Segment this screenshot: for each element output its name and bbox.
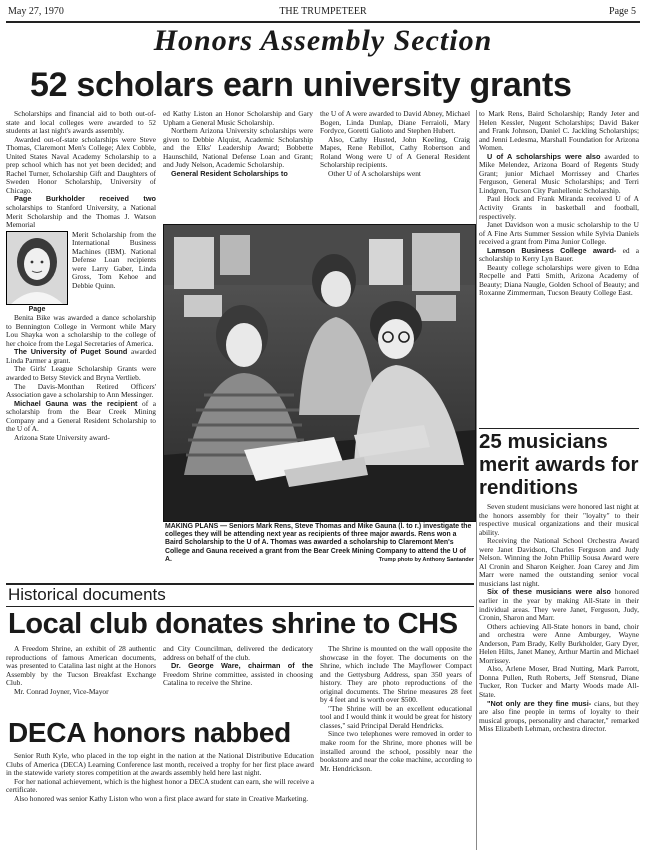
paragraph-lead: U of A scholarships were also — [487, 151, 601, 161]
paragraph: Merit Scholarship from the International Business Machines (IBM). National Defense Loan recipients were Larry Gaber, Linda Gross, Tom Kehoe and Debbie Quinn. — [72, 229, 156, 290]
paragraph-lead: General Resident Scholarships to — [171, 168, 288, 178]
paragraph: Freedom Shrine committee, assisted in choosing Catalina to receive the Shrine. — [163, 669, 313, 688]
historical-headline: Local club donates shrine to CHS — [8, 608, 458, 640]
paragraph: honored earlier in the year by making All-State in their individual areas. They were Janet, Ferguson, Judy, Cronin, Sharon and Marr. — [479, 587, 639, 623]
paragraph: awarded Linda Parmer a grant. — [6, 347, 156, 365]
section-title: Honors Assembly Section — [153, 24, 493, 57]
paragraph: of a scholarship from the Bear Creek Mining Company and a General Resident Scholarship to the U of A. — [6, 398, 156, 434]
musicians-top-rule — [479, 428, 639, 429]
paragraph: Awarded out-of-state scholarships were Steve Thomas, Claremont Men's College; Alex Cobble, United States Naval Academy Scholarship to a prep school which has not yet been decided; and Rachel Turner, Scholarship Gift and Daughters of Sweden Honor Scholarship, University of Chicago. — [6, 134, 156, 195]
paragraph: Senior Ruth Kyle, who placed in the top eight in the nation at the National Distributive Education Clubs of America (DECA) Learning Conference last month, received a trophy for her first place award in the statewide variety stores competition at the awards assembly held here last night. — [6, 752, 314, 778]
musicians-headline: 25 musicians merit awards for renditions — [479, 430, 639, 499]
column-divider — [476, 110, 477, 850]
photo-caption-text: — Seniors Mark Rens, Steve Thomas and Mike Gauna (l. to r.) investigate the colleges they will be attending next year as recipients of three major awards. Rens won a Baird Scholarship to the U of A. Thomas was awarded a scholarship to Claremont Men's College and Gauna received a grant from the Bear Creek Mining Company to attend the U of A. — [165, 523, 472, 563]
news-photo — [163, 224, 476, 522]
header-page-number: Page 5 — [609, 6, 636, 17]
paragraph: Also, Arlene Moser, Brad Nutting, Mark Parrott, Donna Pullen, Ruth Roberts, Jeff Stensrud, Diane Tucker, Ron Tucker and Marty Woods made All-State. — [479, 664, 639, 700]
paragraph-lead: Lamson Business College award- — [487, 245, 617, 255]
paragraph-lead: Six of these musicians were also — [487, 587, 611, 597]
historical-column-3 — [320, 645, 472, 848]
paragraph: Northern Arizona University scholarships were given to Debbie Alquist, Academic Scholarship and the Elks' Leadership Award; Bobbette Haunschild, National Defense Loan and Grant; and Judy Nelson, Academic Scholarship. — [163, 126, 313, 170]
paragraph-lead: The University of Puget Sound — [14, 347, 128, 357]
paragraph: The Shrine is mounted on the wall opposite the showcase in the foyer. The documents on the Shrine, which include The Mayflower Compact and the Gettysburg Address, span 350 years of history. They are photo reproductions of the original documents. The Shrine measures 28 feet by 4 feet and is worth over $500. — [320, 645, 472, 705]
header-rule — [6, 21, 640, 23]
paragraph: The Davis-Monthan Retired Officers' Association gave a scholarship to Ann Messinger. — [6, 381, 156, 400]
paragraph: Also, Cathy Husted, John Keeling, Craig Mapes, Rene Rebillot, Cathy Robertson and Roland Wong were U of A General Resident Scholarship recipients. — [320, 134, 470, 170]
header-paper-name: THE TRUMPETEER — [279, 6, 367, 17]
paragraph: Janet Davidson won a music scholarship to the U of A Fine Arts Summer Session while Sylvia Daniels received a grant from Pima Junior College. — [479, 220, 639, 247]
article-column-2 — [163, 110, 313, 222]
paragraph: scholarships to Stanford University, a National Merit Scholarship and the Thomas J. Watson Memorial — [6, 203, 156, 230]
photo-credit: Trump photo by Anthony Santander — [378, 556, 474, 563]
paragraph: Seven student musicians were honored last night at the honors assembly for their "loyalty" to their respective musical organizations and their musical ability. — [479, 503, 639, 537]
paragraph: cians, but they are also fine people in terms of loyalty to their musical groups, personality and character," remarked Miss Elizabeth Lehman, orchestra director. — [479, 698, 639, 734]
paragraph: "The Shrine will be an excellent educational tool and I would think it would be great for history classes," said Principal Derald Hendricks. — [320, 703, 472, 730]
article-column-1 — [6, 110, 156, 580]
paragraph: to Mark Rens, Baird Scholarship; Randy Jeter and Helen Kessler, Nugent Scholarships; David Baker and Frank Johnson, Daniel C. Jackling Scholarships; and Jenni Ledesma, Marshall Foundation for Arizona Women. — [479, 110, 639, 153]
paragraph: awarded to Mike Melendez, Arizona Board of Regents Study Grant; junior Michael Morrissey and Charles Ferguson, General Music Scholarships; and Terri Lindgren, Tucson City Panhellenic Scholarship. — [479, 151, 639, 195]
paragraph: For her national achievement, which is the highest honor a DECA student can earn, she will receive a certificate. — [6, 776, 314, 795]
paragraph: Receiving the National School Orchestra Award were Janet Davidson, Charles Ferguson and Judy Nelson. Winning the John Phillip Sousa Award were Al Cronin and Sharon Keigher. Joan Carey and Jim Marr were named the outstanding senior vocal musicians last night. — [479, 536, 639, 588]
historical-column-2 — [163, 645, 313, 705]
portrait-image — [7, 232, 67, 304]
main-headline: 52 scholars earn university grants — [30, 66, 572, 104]
historical-column-1 — [6, 645, 156, 705]
paragraph: Paul Hock and Frank Miranda received U of A Activity Grants in basketball and football, respectively. — [479, 194, 639, 221]
paragraph: Since two telephones were removed in order to make room for the Shrine, more phones will be installed around the school, possibly near the bookstore and near the coke machine, according to Mr. Hendrickson. — [320, 729, 472, 773]
paragraph: Beauty college scholarships were given to Edna Recpelle and Patti Smith, Arizona Academy of Beauty; Diana Naugle, Golden School of Beauty; and Roxanne Zimmerman, Tucson Beauty College East. — [479, 262, 639, 298]
paragraph: and City Councilman, delivered the dedicatory address on behalf of the club. — [163, 645, 313, 662]
paragraph-lead: Page Burkholder received two — [14, 194, 156, 204]
paragraph: ed a scholarship to Kerry Lyn Bauer. — [479, 245, 639, 264]
paragraph: The Girls' League Scholarship Grants were awarded to Betsy Stevick and Bryna Vertlieb. — [6, 364, 156, 383]
paragraph: Also honored was senior Kathy Liston who won a first place award for state in Creative Marketing. — [14, 793, 309, 803]
photo-caption-lead: MAKING PLANS — [165, 523, 219, 530]
header-date: May 27, 1970 — [8, 6, 64, 17]
paragraph: Arizona State University award- — [14, 432, 110, 442]
deca-article — [6, 752, 314, 849]
musicians-article — [479, 503, 639, 848]
paragraph: Other U of A scholarships went — [328, 168, 421, 178]
historical-kicker: Historical documents — [8, 585, 166, 604]
paragraph: the U of A were awarded to David Abney, Michael Bogen, Linda Dunlap, Diane Ferraioli, Mary Fordyce, Goretti Galioto and Stephen Hubert. — [320, 110, 470, 136]
paragraph-lead: "Not only are they fine musi- — [487, 698, 592, 708]
paragraph: Others achieving All-State honors in band, choir and orchestra were Anne Amburgey, Wayne Anderson, Pam Brady, Kelly Burkholder, Gary Dyer, Helen Hilts, Janet Maney, Arthur Martin and Michael Morrissey. — [479, 621, 639, 665]
paragraph-lead: Michael Gauna was the recipient — [14, 398, 138, 408]
paragraph: Mr. Conrad Joyner, Vice-Mayor — [14, 686, 109, 696]
paragraph: A Freedom Shrine, an exhibit of 28 authentic reproductions of famous American documents, was presented to Catalina last night at the Honors Assembly by the Tucson Breakfast Exchange Club. — [6, 645, 156, 688]
paragraph: ed Kathy Liston an Honor Scholarship and Gary Upham a General Music Scholarship. — [163, 110, 313, 127]
historical-kicker-rule — [6, 606, 474, 607]
paragraph: Benita Bike was awarded a dance scholarship to Bennington College in Vermont while Mary Lou Shayka won a scholarship to the college of her choice from the Legal Secretaries of America. — [6, 313, 156, 348]
article-column-3 — [320, 110, 470, 222]
photo-caption — [165, 523, 474, 564]
news-photo-image — [164, 225, 475, 521]
portrait-caption: Page — [28, 305, 46, 313]
deca-headline: DECA honors nabbed — [8, 717, 291, 748]
paragraph-lead: Dr. George Ware, chairman of the — [171, 661, 313, 671]
paragraph: Scholarships and financial aid to both out-of-state and local colleges were awarded to 52 students at last night's awards assembly. — [6, 110, 156, 136]
article-column-4 — [479, 110, 639, 428]
portrait-photo — [6, 231, 68, 305]
